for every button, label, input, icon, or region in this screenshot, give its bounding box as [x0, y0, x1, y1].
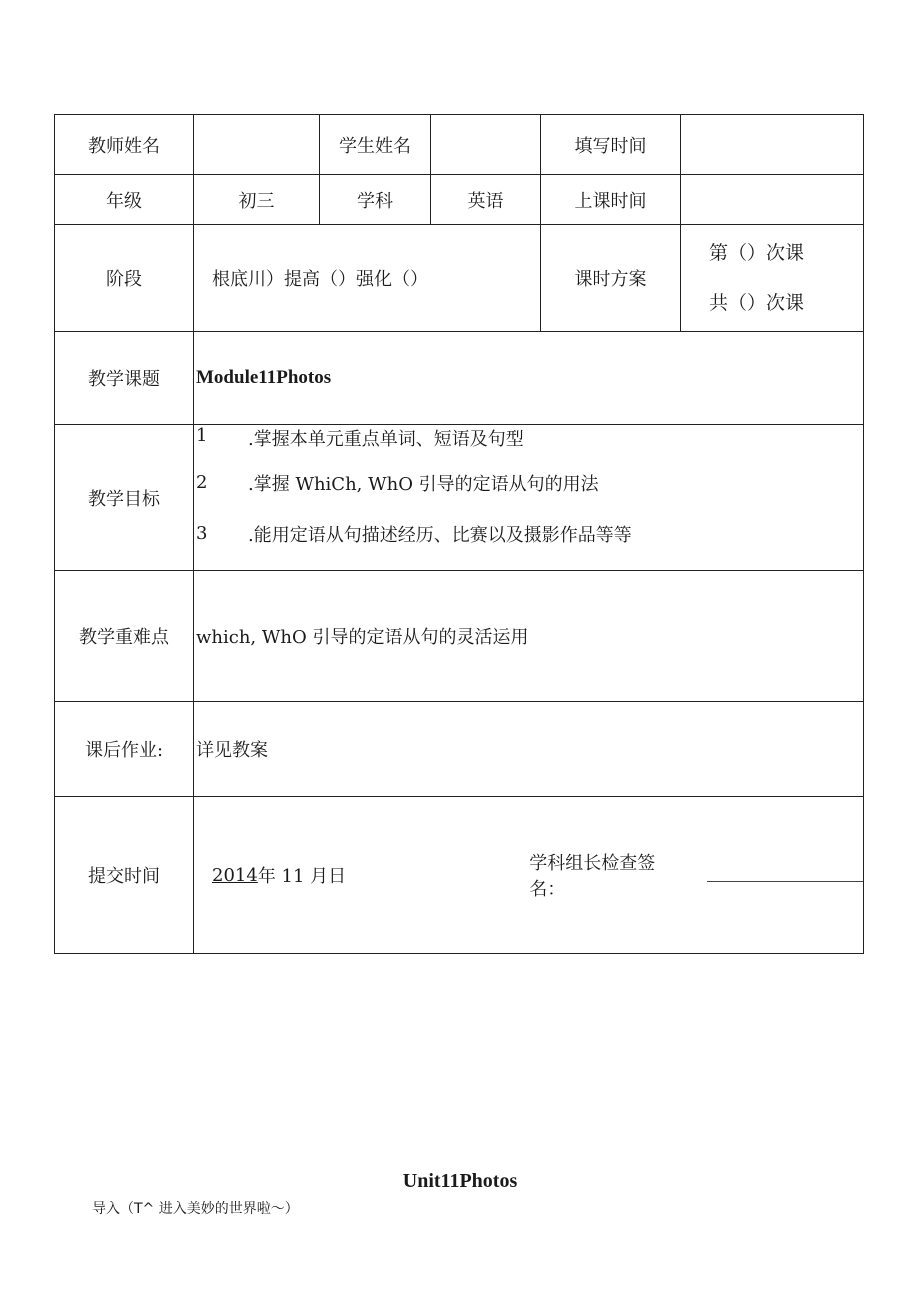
goal-text: .掌握本单元重点单词、短语及句型	[248, 429, 524, 450]
signature-label: 学科组长检查签名：	[529, 853, 656, 900]
goal-number: 3	[196, 523, 208, 544]
plan-line-total: 共（）次课	[709, 292, 805, 314]
difficulty-value: which, WhO 引导的定语从句的灵活运用	[194, 571, 864, 702]
goals-label: 教学目标	[55, 425, 194, 571]
table-row-stage	[55, 225, 864, 332]
goal-number: 2	[196, 472, 208, 493]
difficulty-label: 教学重难点	[55, 571, 194, 702]
homework-value: 详见教案	[194, 702, 864, 797]
stage-value: 根底川）提高（）强化（）	[194, 225, 541, 332]
plan-label: 课时方案	[541, 225, 681, 332]
submit-value	[194, 797, 864, 954]
fill-time-field[interactable]	[681, 115, 864, 175]
table-row-difficulty	[55, 571, 864, 702]
subject-label: 学科	[320, 175, 431, 225]
goal-number: 1	[196, 425, 208, 446]
class-time-field[interactable]	[681, 175, 864, 225]
topic-value: Module11Photos	[194, 332, 864, 425]
signature-line[interactable]	[707, 869, 863, 882]
goal-item	[194, 457, 863, 508]
stage-label: 阶段	[55, 225, 194, 332]
goal-item	[194, 425, 863, 457]
goal-text: .掌握 WhiCh, WhO 引导的定语从句的用法	[248, 473, 599, 495]
submit-date: 年 11 月日	[257, 866, 347, 887]
table-row-topic	[55, 332, 864, 425]
topic-label: 教学课题	[55, 332, 194, 425]
table-row-submit	[55, 797, 864, 954]
submit-year: 2014	[212, 864, 258, 886]
table-row-grade	[55, 175, 864, 225]
intro-text: 导入（T^ 进入美妙的世界啦〜）	[92, 1201, 299, 1217]
goal-text: .能用定语从句描述经历、比赛以及摄影作品等等	[248, 524, 632, 546]
goal-item	[194, 508, 863, 559]
class-time-label: 上课时间	[541, 175, 681, 225]
homework-label: 课后作业:	[55, 702, 194, 797]
teacher-name-field[interactable]	[194, 115, 320, 175]
student-name-field[interactable]	[431, 115, 541, 175]
unit-title: Unit11Photos	[402, 1170, 518, 1192]
plan-line-current: 第（）次课	[709, 242, 805, 264]
fill-time-label: 填写时间	[541, 115, 681, 175]
table-row-goals	[55, 425, 864, 571]
subject-value: 英语	[431, 175, 541, 225]
plan-value	[681, 225, 864, 332]
table-row-teacher	[55, 115, 864, 175]
student-name-label: 学生姓名	[320, 115, 431, 175]
grade-label: 年级	[55, 175, 194, 225]
lesson-plan-table	[54, 114, 864, 954]
table-row-homework	[55, 702, 864, 797]
goals-list	[194, 425, 864, 571]
grade-value: 初三	[194, 175, 320, 225]
submit-label: 提交时间	[55, 797, 194, 954]
teacher-name-label: 教师姓名	[55, 115, 194, 175]
